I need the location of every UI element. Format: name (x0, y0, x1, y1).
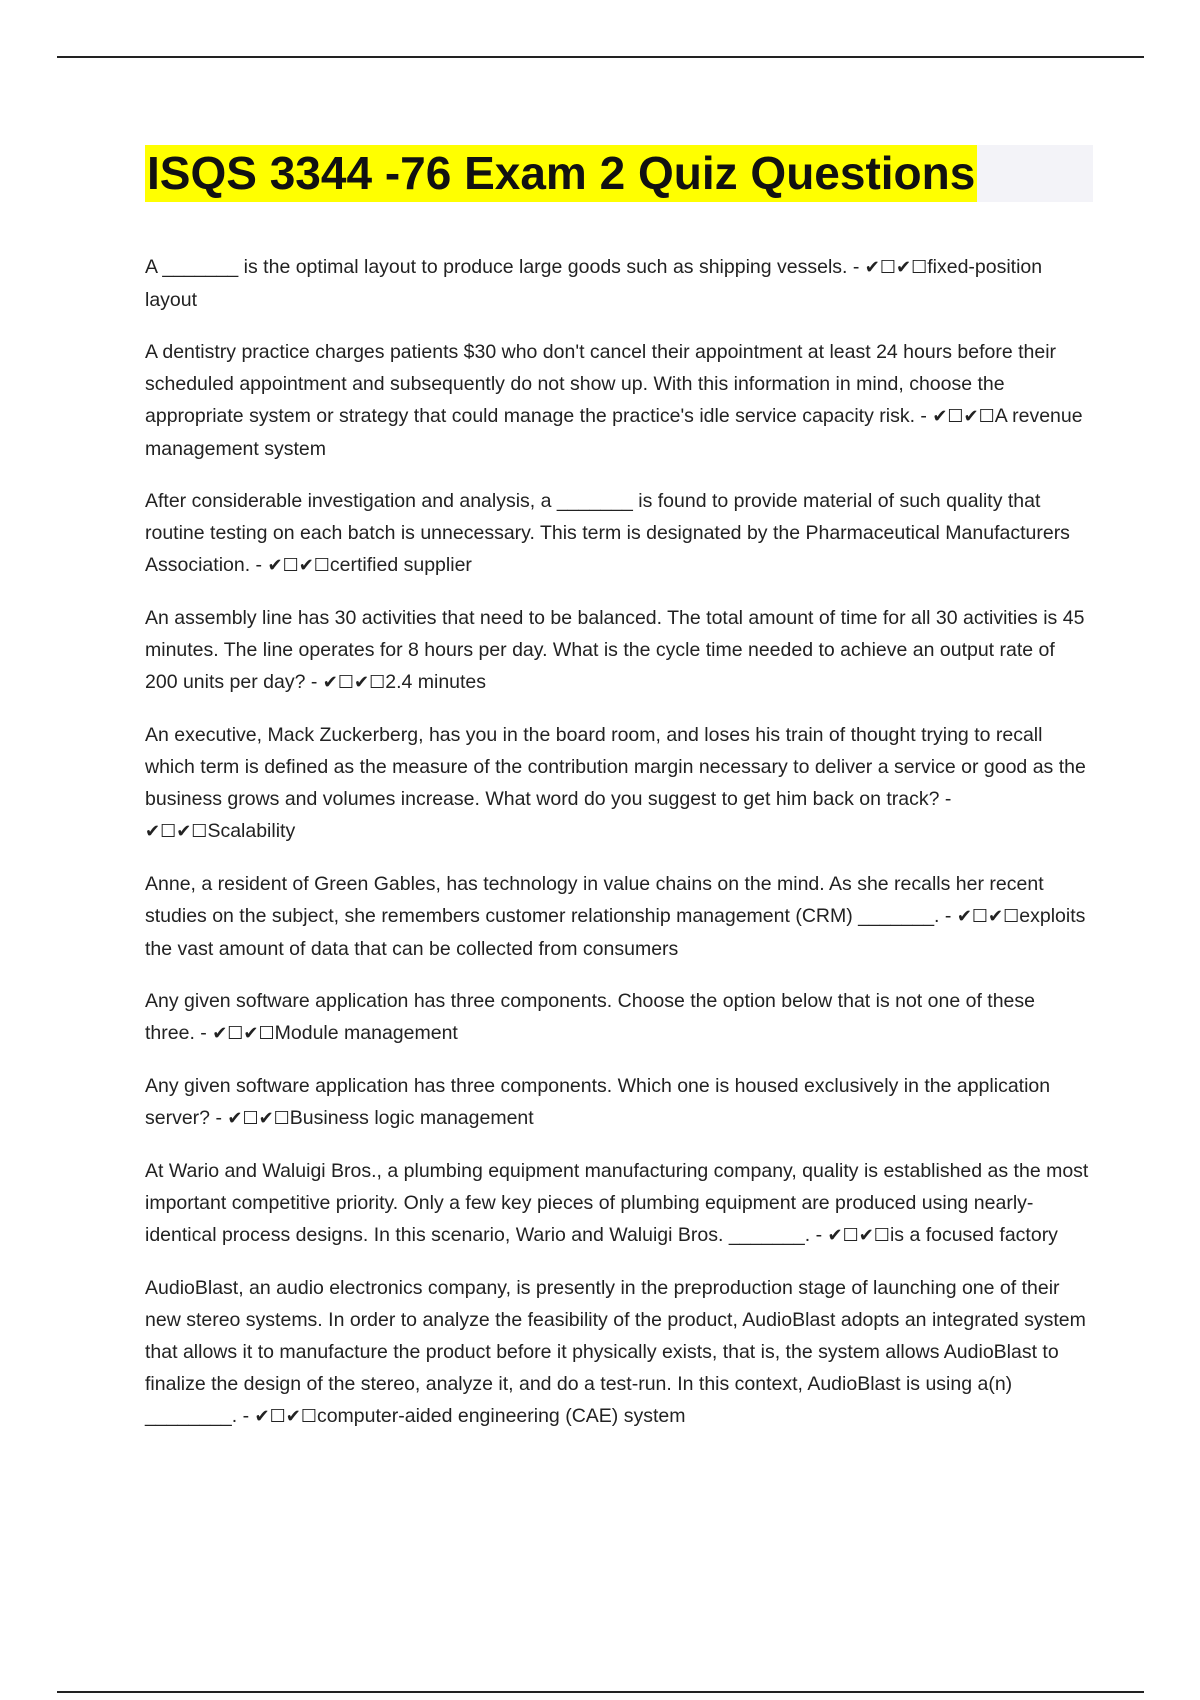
question-item (145, 985, 1090, 1050)
checkmark-icon: ✔☐✔☐ (827, 1225, 890, 1246)
checkmark-icon: ✔☐✔☐ (145, 821, 208, 842)
checkmark-icon: ✔☐✔☐ (322, 672, 386, 693)
checkmark-icon: ✔☐✔☐ (864, 257, 928, 278)
question-item (145, 719, 1090, 848)
question-item (145, 1070, 1090, 1135)
question-item (145, 1155, 1090, 1252)
top-rule (57, 56, 1144, 58)
answer-text: certified supplier (329, 554, 472, 576)
question-item (145, 1272, 1090, 1433)
checkmark-icon: ✔☐✔☐ (254, 1406, 317, 1427)
question-text: A dentistry practice charges patients $30 who don't cancel their appointment at least 24 hours before their scheduled appointment and subsequently do not show up. With this information in mind, choose the appropriate system or strategy that could manage the practice's idle service capacity risk. - (145, 341, 1057, 427)
checkmark-icon: ✔☐✔☐ (212, 1023, 275, 1044)
question-text: An assembly line has 30 activities that need to be balanced. The total amount of time for all 30 activities is 45 minutes. The line operates for 8 hours per day. What is the cycle time needed to achieve an output rate of 200 units per day? - (145, 607, 1085, 693)
question-text: An executive, Mack Zuckerberg, has you in the board room, and loses his train of thought trying to recall which term is defined as the measure of the contribution margin necessary to deliver a service or good as the business grows and volumes increase. What word do you suggest to get him back on track? - (145, 724, 1086, 810)
answer-text: is a focused factory (889, 1224, 1058, 1246)
question-text: Any given software application has three components. Which one is housed exclusively in the application server? - (145, 1075, 1051, 1129)
answer-text: 2.4 minutes (385, 671, 487, 693)
question-item (145, 336, 1090, 465)
question-text: AudioBlast, an audio electronics company, is presently in the preproduction stage of launching one of their new stereo systems. In order to analyze the feasibility of the product, AudioBlast adopts an integrated system that allows it to manufacture the product before it physically exists, that is, the system allows AudioBlast to finalize the design of the stereo, analyze it, and do a test-run. In this context, AudioBlast is using a(n) ________. - (145, 1277, 1086, 1427)
answer-text: fixed-position layout (145, 256, 1043, 311)
question-item (145, 485, 1090, 582)
question-item (145, 868, 1090, 965)
checkmark-icon: ✔☐✔☐ (267, 555, 330, 576)
answer-text: Module management (274, 1022, 458, 1044)
question-text: Anne, a resident of Green Gables, has technology in value chains on the mind. As she recalls her recent studies on the subject, she remembers customer relationship management (CRM) _______. - (145, 873, 1044, 927)
question-text: Any given software application has three components. Choose the option below that is not one of these three. - (145, 990, 1035, 1044)
question-text: A _______ is the optimal layout to produce large goods such as shipping vessels. - (145, 256, 860, 278)
checkmark-icon: ✔☐✔☐ (932, 406, 995, 427)
question-item (145, 602, 1090, 699)
answer-text: Scalability (207, 820, 296, 842)
title-band (145, 145, 1093, 202)
question-item (145, 251, 1090, 316)
answer-text: Business logic management (289, 1107, 534, 1129)
answer-text: exploits the vast amount of data that can be collected from consumers (145, 905, 1086, 960)
bottom-rule (57, 1691, 1144, 1693)
page-title: ISQS 3344 -76 Exam 2 Quiz Questions (145, 145, 977, 202)
question-text: After considerable investigation and analysis, a _______ is found to provide material of such quality that routine testing on each batch is unnecessary. This term is designated by the Pharmaceutical Manufacturers Association. - (145, 490, 1070, 576)
checkmark-icon: ✔☐✔☐ (227, 1108, 290, 1129)
answer-text: A revenue management system (145, 405, 1083, 460)
question-text: At Wario and Waluigi Bros., a plumbing equipment manufacturing company, quality is established as the most important competitive priority. Only a few key pieces of plumbing equipment are produced using nearly-identical process designs. In this scenario, Wario and Waluigi Bros. _______. - (145, 1160, 1089, 1246)
question-list (145, 251, 1090, 1453)
answer-text: computer-aided engineering (CAE) system (316, 1405, 686, 1427)
checkmark-icon: ✔☐✔☐ (956, 906, 1020, 927)
